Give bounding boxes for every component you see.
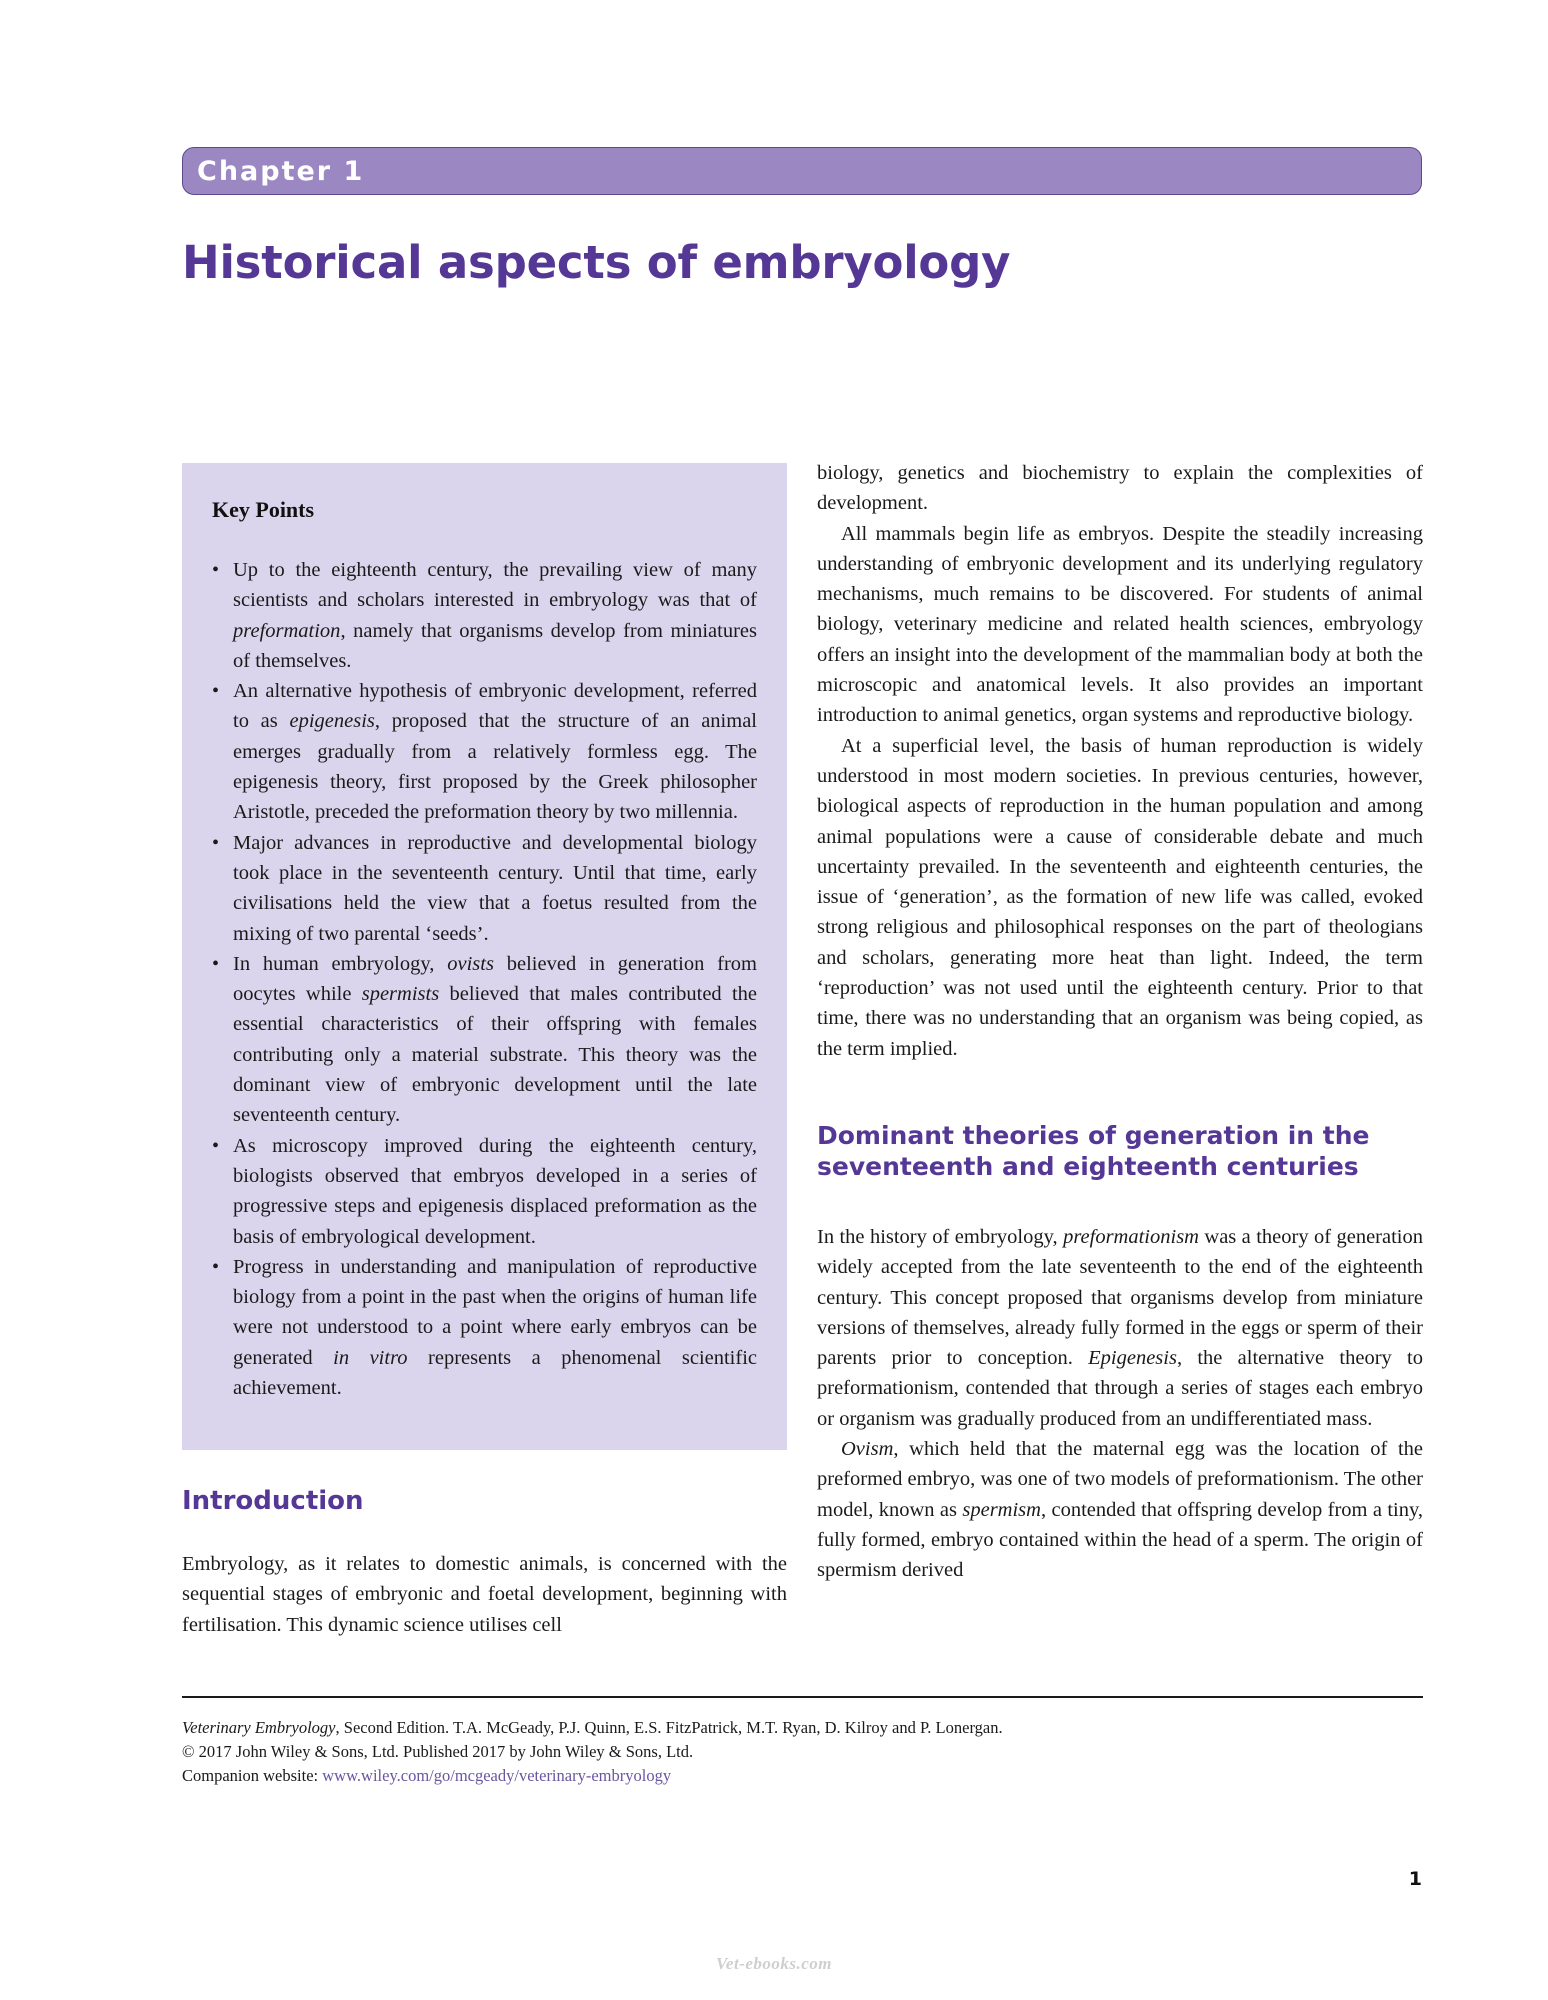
introduction-body — [182, 1549, 787, 1640]
section-heading: Dominant theories of generation in the seventeenth and eighteenth centuries — [817, 1120, 1370, 1181]
footer-website: Companion website: www.wiley.com/go/mcgeady/veterinary-embryology — [182, 1766, 672, 1785]
page-number: 1 — [1408, 1868, 1422, 1890]
footer-citation: Veterinary Embryology, Second Edition. T.A. McGeady, P.J. Quinn, E.S. FitzPatrick, M.T. Ryan, D. Kilroy and P. Lonergan. — [182, 1718, 1003, 1737]
chapter-banner — [182, 147, 1422, 195]
key-point-item: • An alternative hypothesis of embryonic development, referred to as epigenesis, proposed that the structure of an animal emerges gradually from a relatively formless egg. The epigenesis theory, first proposed by the Greek philosopher Aristotle, preceded the preformation theory by two millennia. — [212, 676, 757, 827]
introduction-paragraph: Embryology, as it relates to domestic animals, is concerned with the sequential stages of embryonic and foetal development, beginning with fertilisation. This dynamic science utilises cell — [182, 1553, 787, 1636]
footer — [182, 1716, 1423, 1788]
footer-copyright: © 2017 John Wiley & Sons, Ltd. Published 2017 by John Wiley & Sons, Ltd. — [182, 1742, 694, 1761]
page-title: Historical aspects of embryology — [182, 236, 1011, 289]
watermark-text: Vet-ebooks.com — [715, 1954, 833, 1973]
watermark — [0, 1954, 1548, 1974]
key-point-item: • Major advances in reproductive and developmental biology took place in the seventeenth century. Until that time, early civilisations held the view that a foetus resulted from the mixing of two parental ‘seeds’. — [212, 828, 757, 949]
key-point-item: • As microscopy improved during the eighteenth century, biologists observed that embryos developed in a series of progressive steps and epigenesis displaced preformation as the basis of embryological development. — [212, 1131, 757, 1252]
right-column — [817, 458, 1423, 1586]
chapter-label: Chapter 1 — [197, 155, 365, 187]
footer-divider — [182, 1696, 1423, 1698]
key-point-item: • Up to the eighteenth century, the prevailing view of many scientists and scholars interested in embryology was that of preformation, namely that organisms develop from miniatures of themselves. — [212, 555, 757, 676]
key-points-heading: Key Points — [212, 497, 315, 522]
companion-website-link[interactable]: www.wiley.com/go/mcgeady/veterinary-embryology — [322, 1766, 672, 1785]
key-point-item: • In human embryology, ovists believed in generation from oocytes while spermists believed that males contributed the essential characteristics of their offspring with females contributing only a material substrate. This theory was the dominant view of embryonic development until the late seventeenth century. — [212, 949, 757, 1131]
paragraph-1: biology, genetics and biochemistry to explain the complexities of development. — [817, 462, 1423, 515]
key-point-item: • Progress in understanding and manipulation of reproductive biology from a point in the past when the origins of human life were not understood to a point where early embryos can be generated in vitro represents a phenomenal scientific achievement. — [212, 1252, 757, 1403]
paragraph-3: At a superficial level, the basis of human reproduction is widely understood in most modern societies. In previous centuries, however, biological aspects of reproduction in the human population and among animal populations were a cause of considerable debate and much uncertainty prevailed. In the seventeenth and eighteenth centuries, the issue of ‘generation’, as the formation of new life was called, evoked strong religious and philosophical responses on the part of theologians and scholars, generating more heat than light. Indeed, the term ‘reproduction’ was not used until the eighteenth century. Prior to that time, there was no understanding that an organism was being copied, as the term implied. — [817, 734, 1423, 1060]
key-points-box — [182, 463, 787, 1450]
paragraph-5: Ovism, which held that the maternal egg was the location of the preformed embryo, was one of two models of preformationism. The other model, known as spermism, contended that offspring develop from a tiny, fully formed, embryo contained within the head of a sperm. The origin of spermism derived — [817, 1438, 1423, 1582]
introduction-heading: Introduction — [182, 1486, 364, 1516]
paragraph-4: In the history of embryology, preformationism was a theory of generation widely accepted from the late seventeenth to the end of the eighteenth century. This concept proposed that organisms develop from miniature versions of themselves, already fully formed in the eggs or sperm of their parents prior to conception. Epigenesis, the alternative theory to preformationism, contended that through a series of stages each embryo or organism was gradually produced from an undifferentiated mass. — [817, 1225, 1423, 1430]
paragraph-2: All mammals begin life as embryos. Despite the steadily increasing understanding of embryonic development and its underlying regulatory mechanisms, much remains to be discovered. For students of animal biology, veterinary medicine and related health sciences, embryology offers an insight into the development of the mammalian body at both the microscopic and anatomical levels. It also provides an important introduction to animal genetics, organ systems and reproductive biology. — [817, 522, 1423, 727]
key-points-list — [212, 555, 757, 1403]
